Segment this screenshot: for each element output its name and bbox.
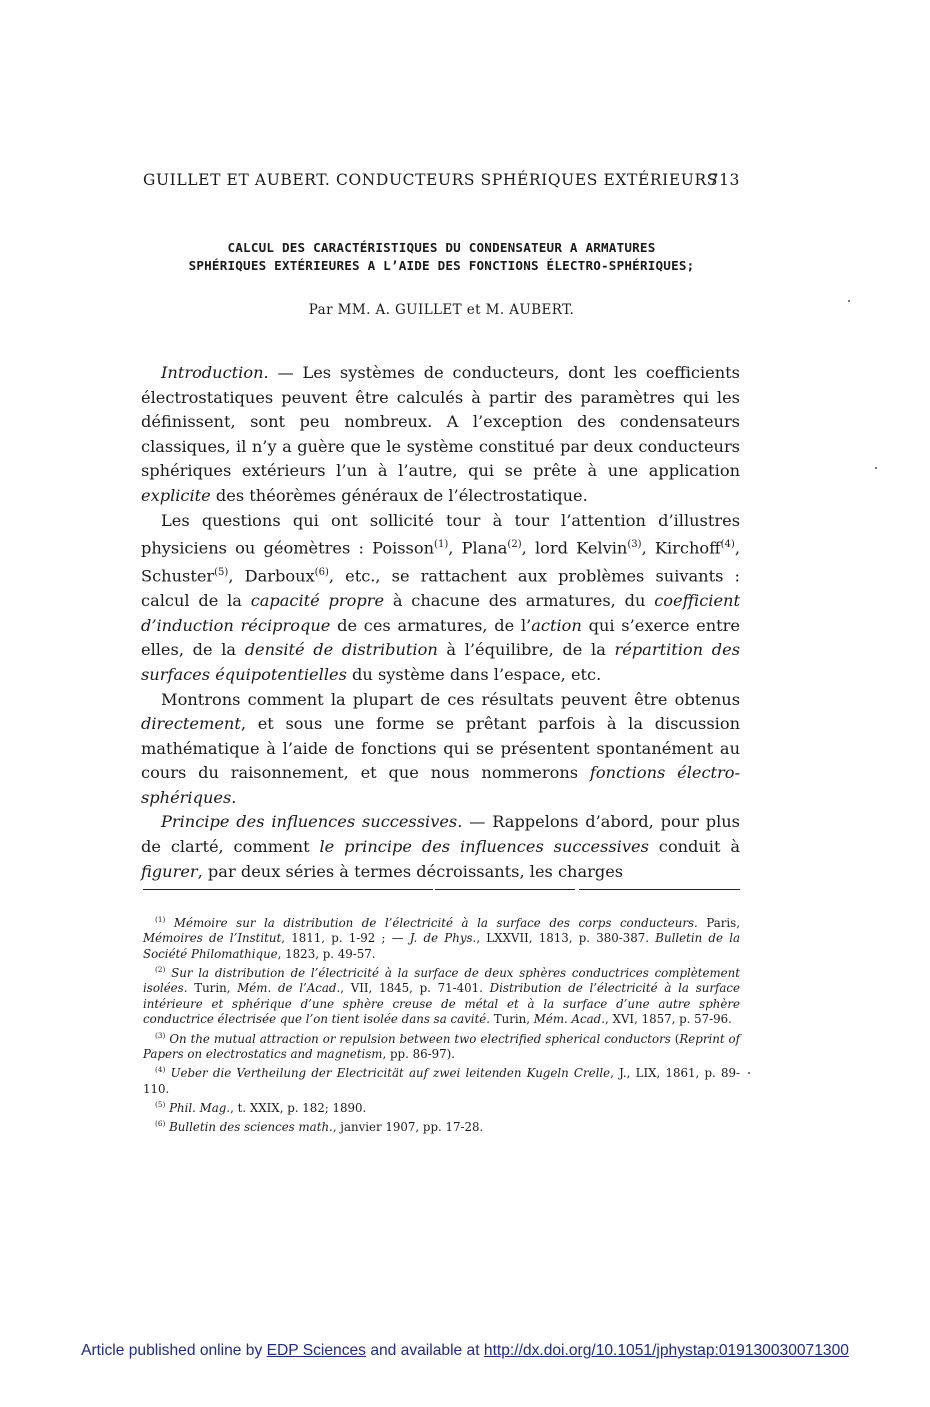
footnote-ref: (3)	[155, 1030, 166, 1040]
footnote	[143, 1028, 740, 1063]
text-run: à chacune des armatures, du	[384, 591, 655, 611]
authors: Par MM. A. GUILLET et M. AUBERT.	[308, 302, 575, 318]
text-run: conduit à	[648, 837, 740, 857]
footnote-ref: (5)	[214, 567, 229, 579]
text-run: densité de distribution	[244, 640, 438, 660]
text-run: Reprint of Papers on electrostatics and magnetism	[143, 1031, 741, 1062]
article-title-line-1: CALCUL DES CARACTÉRISTIQUES DU CONDENSATEUR A ARMATURES	[227, 240, 656, 255]
text-run: .	[231, 787, 237, 807]
text-run: , 1811, p. 1-92 ; —	[281, 931, 410, 946]
text-run: — Rappelons d’abord, pour plus de clarté, comment	[141, 812, 740, 857]
edp-sciences-link[interactable]: EDP Sciences	[266, 1342, 366, 1359]
text-run: , 1823, p. 49-57.	[277, 946, 376, 961]
running-title: GUILLET ET AUBERT. CONDUCTEURS SPHÉRIQUES EXTÉRIEURS	[143, 171, 718, 189]
footnotes	[143, 912, 740, 1136]
text-run: capacité propre	[250, 591, 385, 611]
publication-footer	[0, 1342, 930, 1360]
running-head	[143, 171, 740, 189]
paragraph	[141, 509, 740, 688]
footnote-separator	[143, 889, 740, 891]
text-run: , Darboux	[228, 566, 315, 586]
text-run: Mém. de l’Acad.	[237, 981, 341, 996]
footnote	[143, 1062, 740, 1097]
text-run: Bulletin de la Société Philomathique	[143, 931, 741, 961]
text-run: , LXXVII, 1813, p. 380-387.	[476, 931, 656, 946]
footer-middle: and available at	[365, 1342, 484, 1359]
text-run: , janvier 1907, pp. 17-28.	[332, 1120, 484, 1135]
text-run: qui s’exerce entre elles, de la	[141, 615, 740, 660]
text-run: On the mutual attraction or repulsion between two electrified spherical conductors	[169, 1031, 671, 1046]
footnote	[143, 912, 740, 962]
text-run: Mém. Acad.	[533, 1012, 605, 1027]
text-run: Introduction.	[161, 363, 269, 382]
text-run: Bulletin des sciences math.	[169, 1120, 333, 1135]
text-run: , pp. 86-97).	[382, 1047, 455, 1062]
footnote-ref: (2)	[507, 539, 522, 551]
text-run: Principe des influences successives.	[161, 812, 463, 832]
text-run: (	[670, 1031, 680, 1046]
text-run: répartition des surfaces équipotentielles	[141, 640, 741, 684]
text-run: Mémoire sur la distribution de l’électricité à la surface des corps conducteurs.	[173, 915, 698, 930]
article-body	[141, 361, 740, 884]
text-run: , etc., se rattachent aux problèmes suivants : calcul de la	[141, 566, 740, 611]
text-run: , et sous une forme se prêtant parfois à la discussion mathématique à l’aide de fonctions qui se présentent spontanément au cours du raisonnement, et que nous nommerons	[141, 714, 740, 783]
text-run: J. de Phys.	[409, 931, 477, 946]
footnote-ref: (4)	[155, 1065, 166, 1075]
text-run: Montrons comment la plupart de ces résultats peuvent être obtenus	[161, 689, 740, 709]
footnote	[143, 1097, 740, 1116]
text-run: , lord Kelvin	[521, 538, 628, 558]
text-run	[165, 916, 174, 930]
text-run: Turin,	[490, 1012, 534, 1027]
doi-link[interactable]: http://dx.doi.org/10.1051/jphystap:019130030071300	[483, 1342, 849, 1359]
footnote-ref: (6)	[155, 1119, 166, 1129]
paragraph	[141, 361, 740, 509]
text-run: le principe des influences successives	[319, 837, 649, 857]
text-run: , t. XXIX, p. 182; 1890.	[230, 1101, 367, 1116]
text-run: action	[531, 615, 582, 635]
text-run: , J., LIX, 1861, p. 89-110.	[143, 1066, 740, 1096]
footnote-ref: (1)	[155, 915, 166, 924]
text-run: coefficient d’induction réciproque	[141, 591, 740, 635]
footnote	[143, 1116, 740, 1135]
text-run: Mémoires de l’Institut	[143, 931, 282, 946]
text-run: Les questions qui ont sollicité tour à tour l’attention d’illustres physiciens ou géomètres : Poisson	[141, 510, 740, 558]
text-run: des théorèmes généraux de l’électrostatique.	[210, 485, 588, 505]
text-run: , Schuster	[141, 538, 741, 586]
text-run: Paris,	[697, 915, 740, 930]
text-run: — Les systèmes de conducteurs, dont les coefficients électrostatiques peuvent être calculés à partir des paramètres qui les définissent, sont peu nombreux. A l’exception des condensateurs classiques, il n’y a guère que le système constitué par deux conducteurs sphériques extérieurs l’un à l’autre, qui se prête à une application	[141, 363, 740, 481]
text-run: , VII, 1845, p. 71-401.	[340, 981, 490, 996]
footnote	[143, 962, 740, 1028]
paragraph	[141, 688, 740, 811]
footer-prefix: Article published online by	[81, 1342, 267, 1359]
footnote-ref: (5)	[155, 1100, 166, 1110]
footnote-ref: (3)	[627, 539, 642, 551]
text-run: du système dans l’espace, etc.	[346, 664, 602, 684]
page-number: 713	[708, 171, 740, 189]
footnote-ref: (2)	[155, 965, 166, 975]
text-run: Ueber die Vertheilung der Electricität auf zwei leitenden Kugeln Crelle	[170, 1066, 611, 1081]
footnote-ref: (4)	[720, 539, 735, 551]
text-run: , XVI, 1857, p. 57-96.	[605, 1012, 732, 1027]
text-run: figurer	[141, 861, 198, 881]
paragraph	[141, 810, 740, 884]
text-run: Sur la distribution de l’électricité à la surface de deux sphères conductrices complètement isolées.	[143, 966, 740, 996]
text-run: fonctions électro-sphériques	[141, 763, 740, 807]
text-run: , Plana	[448, 538, 508, 558]
text-run: explicite	[141, 485, 211, 505]
text-run: directement	[141, 714, 241, 734]
text-run: , par deux séries à termes décroissants, les charges	[197, 861, 624, 881]
footnote-ref: (1)	[434, 539, 449, 551]
text-run: de ces armatures, de l’	[330, 615, 532, 635]
text-run: Distribution de l’électricité à la surface intérieure et sphérique d’une sphère creuse de métal et à la surface d’une autre sphère conductrice électrisée que l’on tient isolée dans sa cavité.	[143, 981, 740, 1027]
article-title-line-2: SPHÉRIQUES EXTÉRIEURES A L’AIDE DES FONCTIONS ÉLECTRO-SPHÉRIQUES;	[188, 258, 695, 273]
footnote-ref: (6)	[314, 567, 329, 579]
text-run: , Kirchoff	[641, 538, 721, 558]
text-run: à l’équilibre, de la	[437, 640, 615, 660]
text-run: Phil. Mag.	[169, 1101, 231, 1116]
text-run: Turin,	[187, 981, 238, 996]
